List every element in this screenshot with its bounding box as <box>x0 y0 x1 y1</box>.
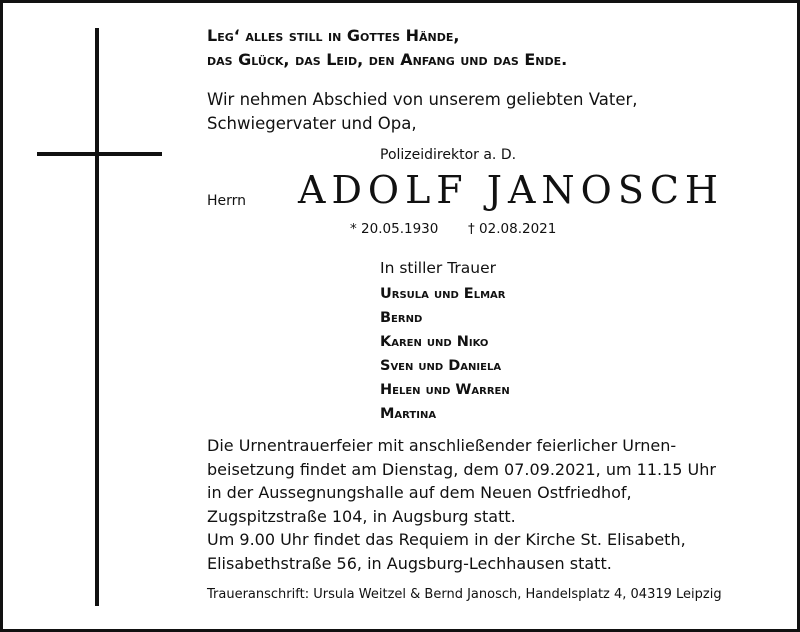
cross-vertical-bar <box>95 28 99 606</box>
service-details <box>207 434 716 575</box>
mourning-address: Traueranschrift: Ursula Weitzel & Bernd Janosch, Handelsplatz 4, 04319 Leipzig <box>207 587 722 602</box>
mourner-name: Bernd <box>380 310 423 326</box>
mourner-name: Helen und Warren <box>380 382 510 398</box>
mourner-name: Karen und Niko <box>380 334 489 350</box>
motto-verse <box>207 24 567 72</box>
mourner-name: Martina <box>380 406 437 422</box>
salutation: Herrn <box>207 193 247 209</box>
service-line: beisetzung findet am Dienstag, dem 07.09.2021, um 11.15 Uhr <box>207 459 716 479</box>
motto-line: das Glück, das Leid, den Anfang und das Ende. <box>207 50 568 69</box>
service-line: Um 9.00 Uhr findet das Requiem in der Kirche St. Elisabeth, <box>207 530 686 549</box>
intro-line: Wir nehmen Abschied von unserem geliebten Vater, <box>207 90 638 109</box>
service-line: Zugspitzstraße 104, in Augsburg statt. <box>207 506 516 526</box>
mourners-list <box>380 282 510 426</box>
mourning-label: In stiller Trauer <box>380 259 497 277</box>
death-date: † 02.08.2021 <box>468 221 557 237</box>
cross-horizontal-bar <box>37 152 162 156</box>
birth-date: * 20.05.1930 <box>350 221 439 237</box>
service-line: Die Urnentrauerfeier mit anschließender feierlicher Urnen- <box>207 436 677 455</box>
motto-line: Leg‘ alles still in Gottes Hände, <box>207 26 460 45</box>
intro-text <box>207 88 638 136</box>
intro-line: Schwiegervater und Opa, <box>207 114 417 133</box>
service-line: in der Aussegnungshalle auf dem Neuen Ostfriedhof, <box>207 483 632 502</box>
deceased-name: ADOLF JANOSCH <box>298 168 725 212</box>
deceased-title: Polizeidirektor a. D. <box>380 147 517 163</box>
mourner-name: Ursula und Elmar <box>380 286 506 302</box>
mourner-name: Sven und Daniela <box>380 358 502 374</box>
service-line: Elisabethstraße 56, in Augsburg-Lechhausen statt. <box>207 553 612 573</box>
